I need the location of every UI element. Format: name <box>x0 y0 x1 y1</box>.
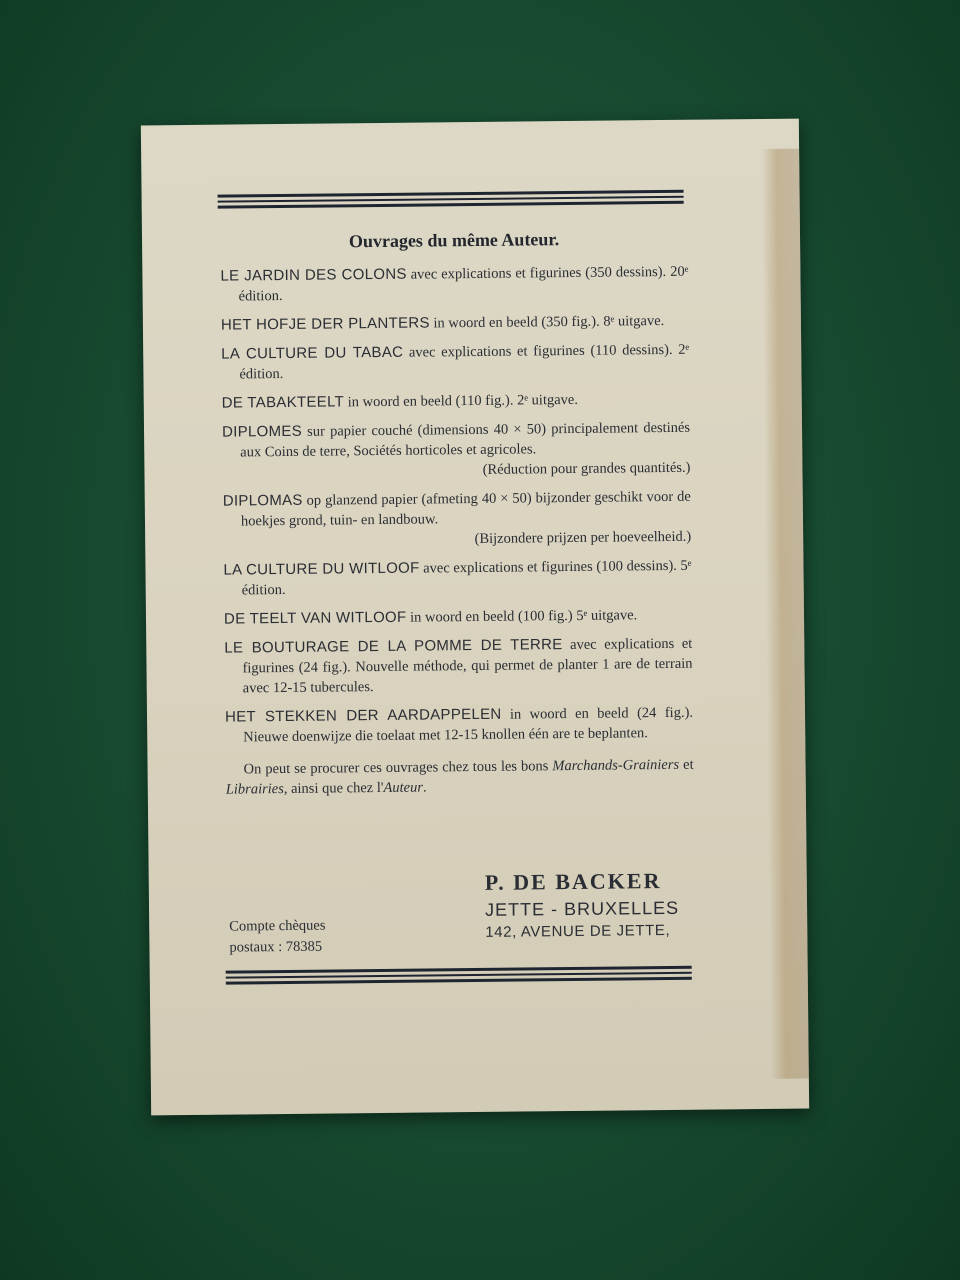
account-line: Compte chèques <box>229 917 326 935</box>
booklet-back-cover <box>141 119 809 1116</box>
entry-note: (Réduction pour grandes quantités.) <box>482 459 691 478</box>
footer-italic-author: Auteur <box>383 779 424 796</box>
entry-title: HET HOFJE DER PLANTERS <box>220 314 430 334</box>
entry-title: DIPLOMES <box>221 422 303 441</box>
entry-title: LE BOUTURAGE DE LA POMME DE TERRE <box>224 636 563 657</box>
publisher-block <box>227 868 696 963</box>
entry-title: DIPLOMAS <box>222 491 303 510</box>
entry-title: DE TABAKTEELT <box>221 393 345 412</box>
list-item <box>221 340 689 385</box>
footer-text-part: . <box>422 779 427 796</box>
entry-text: avec explications et figurines (350 dessins). 20ᵉ édition. <box>238 263 689 305</box>
entry-text: op glanzend papier (afmeting 40 × 50) bijzonder geschikt voor de hoekjes grond, tuin- en landbouw. <box>240 488 691 530</box>
works-list <box>220 228 694 800</box>
list-item <box>224 605 692 630</box>
list-item <box>222 418 691 483</box>
entry-title: HET STEKKEN DER AARDAPPELEN <box>224 705 502 726</box>
company-address <box>485 868 680 941</box>
postal-account <box>229 916 326 959</box>
entry-title: LE JARDIN DES COLONS <box>220 265 407 285</box>
list-item <box>222 389 690 414</box>
availability-note <box>225 755 693 800</box>
entry-text: in woord en beeld (24 fig.). Nieuwe doenwijze die toelaat met 12-15 knollen één are te beplanten. <box>243 704 694 746</box>
page-title: Ouvrages du même Auteur. <box>348 229 560 252</box>
list-item <box>224 634 693 699</box>
entry-text: in woord en beeld (350 fig.). 8ᵉ uitgave. <box>429 313 665 332</box>
top-rule <box>218 190 684 209</box>
entry-text: in woord en beeld (110 fig.). 2ᵉ uitgave. <box>343 391 579 411</box>
footer-text-part: et <box>679 756 694 773</box>
entry-title: LA CULTURE DU TABAC <box>221 343 404 363</box>
entry-title: DE TEELT VAN WITLOOF <box>223 608 407 628</box>
list-item <box>223 487 692 552</box>
bottom-rule <box>226 966 692 985</box>
footer-text-part: On peut se procurer ces ouvrages chez tous les bons <box>243 758 553 778</box>
entry-text: in woord en beeld (100 fig.) 5ᵉ uitgave. <box>406 607 638 626</box>
entry-text: avec explications et figurines (24 fig.). Nouvelle méthode, qui permet de planter 1 are de terrain avec 12-15 tubercules. <box>242 635 693 697</box>
footer-italic-bookshops: Librairies <box>225 781 284 798</box>
list-item <box>221 311 689 336</box>
entry-title: LA CULTURE DU WITLOOF <box>223 559 420 579</box>
entry-text: sur papier couché (dimensions 40 × 50) principalement destinés aux Coins de terre, Sociétés horticoles et agricoles. <box>240 419 691 461</box>
entry-text: avec explications et figurines (110 dessins). 2ᵉ édition. <box>239 341 690 383</box>
list-item <box>223 556 691 601</box>
entry-note: (Bijzondere prijzen per hoeveelheid.) <box>474 528 692 547</box>
footer-text-part: , ainsi que chez l' <box>283 779 384 798</box>
entry-text: avec explications et figurines (100 dessins). 5ᵉ édition. <box>241 557 692 599</box>
spine-stain <box>761 149 809 1079</box>
company-name: P. DE BACKER <box>484 868 662 895</box>
list-item <box>220 262 688 307</box>
company-street: 142, AVENUE DE JETTE, <box>485 921 671 941</box>
list-item <box>225 703 693 748</box>
company-city: JETTE - BRUXELLES <box>484 897 680 920</box>
account-line: postaux : 78385 <box>229 938 323 956</box>
footer-italic-seedsmen: Marchands-Grainiers <box>552 756 680 775</box>
